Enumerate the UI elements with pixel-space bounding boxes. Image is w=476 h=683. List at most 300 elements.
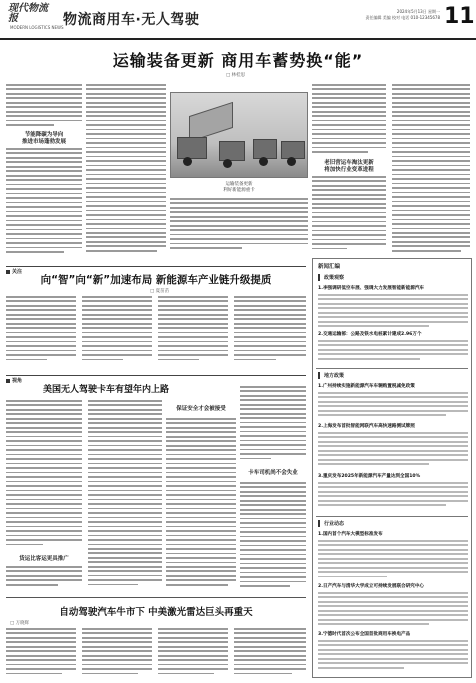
section-title: 物流商用车·无人驾驶 bbox=[63, 12, 200, 28]
text-line bbox=[234, 359, 276, 361]
lead-text-col3 bbox=[170, 198, 308, 256]
text-line bbox=[392, 241, 470, 243]
text-line bbox=[82, 314, 152, 316]
text-line bbox=[88, 422, 162, 424]
text-line bbox=[312, 97, 386, 99]
text-line bbox=[240, 581, 306, 583]
text-line bbox=[6, 220, 82, 222]
text-line bbox=[240, 444, 306, 446]
story2-byline: □ 夏苗苗 bbox=[150, 289, 170, 294]
text-line bbox=[392, 93, 470, 95]
text-line bbox=[6, 481, 82, 483]
text-line bbox=[6, 655, 76, 657]
text-line bbox=[158, 646, 228, 648]
text-line bbox=[88, 409, 162, 411]
text-line bbox=[170, 211, 308, 213]
text-line bbox=[318, 482, 468, 484]
text-line bbox=[88, 512, 162, 514]
text-line bbox=[312, 176, 386, 178]
text-line bbox=[240, 536, 306, 538]
text-line bbox=[392, 174, 470, 176]
text-line bbox=[86, 169, 166, 171]
story4-col3 bbox=[158, 628, 228, 678]
text-line bbox=[86, 228, 166, 230]
text-line bbox=[6, 449, 82, 451]
text-line bbox=[6, 570, 82, 572]
text-line bbox=[318, 344, 468, 346]
text-line bbox=[82, 637, 152, 639]
text-line bbox=[170, 202, 308, 204]
text-line bbox=[82, 345, 152, 347]
story3-col4-b bbox=[240, 482, 306, 592]
lead-byline: □ 林桂思 bbox=[226, 73, 246, 78]
text-line bbox=[6, 512, 82, 514]
text-line bbox=[6, 152, 82, 154]
text-line bbox=[6, 422, 82, 424]
lead-text-col2 bbox=[86, 84, 166, 256]
text-line bbox=[318, 454, 468, 456]
text-line bbox=[392, 111, 470, 113]
text-line bbox=[170, 198, 308, 200]
text-line bbox=[318, 644, 468, 646]
text-line bbox=[392, 214, 470, 216]
text-line bbox=[166, 440, 236, 442]
text-line bbox=[6, 233, 82, 235]
text-line bbox=[6, 336, 76, 338]
text-line bbox=[392, 187, 470, 189]
text-line bbox=[88, 440, 162, 442]
text-line bbox=[88, 561, 162, 563]
text-line bbox=[6, 115, 82, 117]
text-line bbox=[6, 175, 82, 177]
text-line bbox=[318, 614, 468, 616]
text-line bbox=[88, 404, 162, 406]
text-line bbox=[86, 156, 166, 158]
text-line bbox=[166, 490, 236, 492]
text-line bbox=[82, 336, 152, 338]
text-line bbox=[392, 160, 470, 162]
text-line bbox=[86, 160, 166, 162]
text-line bbox=[82, 323, 152, 325]
text-line bbox=[170, 220, 308, 222]
text-line bbox=[318, 325, 429, 327]
text-line bbox=[312, 225, 386, 227]
lead-subhead: 节能降碳为导向 推进市场蓬勃发展 bbox=[21, 132, 66, 145]
text-line bbox=[318, 410, 468, 412]
text-line bbox=[166, 553, 236, 555]
text-line bbox=[6, 641, 76, 643]
text-line bbox=[166, 539, 236, 541]
text-line bbox=[240, 549, 306, 551]
text-line bbox=[240, 390, 306, 392]
text-line bbox=[166, 562, 236, 564]
text-line bbox=[88, 517, 162, 519]
text-line bbox=[312, 133, 386, 135]
text-line bbox=[6, 664, 76, 666]
text-line bbox=[240, 422, 306, 424]
text-line bbox=[158, 632, 228, 634]
text-line bbox=[6, 445, 82, 447]
text-line bbox=[6, 404, 82, 406]
news-item-headline: 3.重庆发布2025年新能源汽车产量达到全国10% bbox=[318, 474, 421, 479]
text-line bbox=[166, 499, 236, 501]
text-line bbox=[82, 318, 152, 320]
text-line bbox=[240, 585, 290, 587]
text-line bbox=[86, 106, 166, 108]
lead-headline: 运输装备更新 商用车蓄势换“能” bbox=[112, 51, 364, 70]
text-line bbox=[166, 530, 236, 532]
text-line bbox=[312, 142, 386, 144]
text-line bbox=[312, 230, 386, 232]
text-line bbox=[88, 499, 162, 501]
text-line bbox=[6, 350, 76, 352]
text-line bbox=[392, 223, 470, 225]
text-line bbox=[234, 327, 306, 329]
text-line bbox=[6, 211, 82, 213]
text-line bbox=[312, 207, 386, 209]
text-line bbox=[312, 138, 386, 140]
text-line bbox=[318, 486, 468, 488]
text-line bbox=[82, 354, 152, 356]
text-line bbox=[240, 417, 306, 419]
text-line bbox=[234, 323, 306, 325]
text-line bbox=[240, 513, 306, 515]
text-line bbox=[166, 535, 236, 537]
text-line bbox=[86, 196, 166, 198]
text-line bbox=[318, 312, 468, 314]
text-line bbox=[82, 668, 152, 670]
text-line bbox=[6, 530, 82, 532]
text-line bbox=[312, 180, 386, 182]
text-line bbox=[318, 463, 429, 465]
text-line bbox=[166, 521, 236, 523]
text-line bbox=[318, 619, 468, 621]
text-line bbox=[234, 332, 306, 334]
text-line bbox=[392, 133, 470, 135]
text-line bbox=[318, 649, 468, 651]
text-line bbox=[312, 189, 386, 191]
text-line bbox=[312, 102, 386, 104]
text-line bbox=[6, 400, 82, 402]
text-line bbox=[158, 305, 228, 307]
text-line bbox=[86, 124, 166, 126]
text-line bbox=[312, 234, 386, 236]
text-line bbox=[6, 575, 82, 577]
news-item-text bbox=[318, 592, 468, 630]
news-item-headline: 1.广州持续实施新能源汽车车辆购置税减免政策 bbox=[318, 384, 415, 389]
text-line bbox=[6, 327, 76, 329]
text-line bbox=[392, 120, 470, 122]
text-line bbox=[240, 576, 306, 578]
text-line bbox=[86, 115, 166, 117]
text-line bbox=[166, 512, 236, 514]
text-line bbox=[6, 97, 82, 99]
text-line bbox=[6, 345, 76, 347]
text-line bbox=[170, 207, 308, 209]
text-line bbox=[6, 318, 76, 320]
text-line bbox=[6, 106, 82, 108]
text-line bbox=[6, 242, 82, 244]
text-line bbox=[86, 138, 166, 140]
news-item-text bbox=[318, 392, 468, 422]
text-line bbox=[82, 300, 152, 302]
text-line bbox=[88, 566, 162, 568]
text-line bbox=[240, 558, 306, 560]
text-line bbox=[318, 500, 468, 502]
text-line bbox=[88, 579, 162, 581]
text-line bbox=[6, 332, 76, 334]
text-line bbox=[88, 445, 162, 447]
text-line bbox=[240, 522, 306, 524]
text-line bbox=[318, 405, 468, 407]
text-line bbox=[318, 349, 468, 351]
text-line bbox=[312, 88, 386, 90]
lead-text-col1-a bbox=[6, 84, 82, 130]
text-line bbox=[318, 667, 404, 669]
text-line bbox=[234, 336, 306, 338]
text-line bbox=[6, 179, 82, 181]
text-line bbox=[166, 570, 236, 572]
text-line bbox=[166, 476, 236, 478]
text-line bbox=[240, 486, 306, 488]
text-line bbox=[6, 463, 82, 465]
text-line bbox=[392, 178, 470, 180]
text-line bbox=[6, 539, 82, 541]
text-line bbox=[82, 332, 152, 334]
text-line bbox=[240, 545, 306, 547]
text-line bbox=[240, 453, 306, 455]
text-line bbox=[312, 111, 386, 113]
text-line bbox=[88, 570, 162, 572]
text-line bbox=[6, 431, 82, 433]
text-line bbox=[240, 404, 306, 406]
news-divider bbox=[316, 368, 468, 369]
text-line bbox=[318, 544, 468, 546]
text-line bbox=[240, 449, 306, 451]
newspaper-logo-subtitle: MODERN LOGISTICS NEWS bbox=[10, 25, 64, 30]
news-item-text bbox=[318, 294, 468, 330]
issue-date: 2024年5月13日 星期一 bbox=[396, 9, 440, 14]
text-line bbox=[6, 526, 82, 528]
text-line bbox=[392, 147, 470, 149]
truck-photo bbox=[170, 92, 308, 178]
text-line bbox=[86, 133, 166, 135]
news-divider bbox=[316, 516, 468, 517]
text-line bbox=[88, 427, 162, 429]
text-line bbox=[392, 129, 470, 131]
text-line bbox=[240, 527, 306, 529]
text-line bbox=[170, 247, 242, 249]
text-line bbox=[6, 193, 82, 195]
text-line bbox=[82, 650, 152, 652]
text-line bbox=[86, 102, 166, 104]
text-line bbox=[234, 305, 306, 307]
story2-section-bar bbox=[6, 258, 306, 275]
text-line bbox=[234, 341, 306, 343]
text-line bbox=[166, 463, 236, 465]
text-line bbox=[318, 640, 468, 642]
text-line bbox=[158, 300, 228, 302]
text-line bbox=[86, 205, 166, 207]
text-line bbox=[166, 485, 236, 487]
text-line bbox=[88, 526, 162, 528]
text-line bbox=[240, 413, 306, 415]
text-line bbox=[82, 659, 152, 661]
text-line bbox=[166, 508, 236, 510]
text-line bbox=[234, 637, 306, 639]
text-line bbox=[318, 445, 468, 447]
text-line bbox=[86, 201, 166, 203]
story3-sub3: 货运比客运更具推广 bbox=[19, 556, 69, 562]
text-line bbox=[392, 88, 470, 90]
text-line bbox=[234, 309, 306, 311]
text-line bbox=[318, 491, 468, 493]
text-line bbox=[86, 241, 166, 243]
text-line bbox=[88, 503, 162, 505]
text-line bbox=[318, 303, 468, 305]
text-line bbox=[6, 650, 76, 652]
text-line bbox=[88, 535, 162, 537]
story3-sub2: 卡车司机尚不会失业 bbox=[248, 470, 298, 476]
story3-sub1: 保证安全才会被接受 bbox=[176, 406, 226, 412]
text-line bbox=[392, 97, 470, 99]
text-line bbox=[6, 646, 76, 648]
text-line bbox=[158, 350, 228, 352]
text-line bbox=[240, 458, 271, 460]
text-line bbox=[86, 111, 166, 113]
text-line bbox=[318, 358, 420, 360]
story3-section-bar bbox=[6, 367, 306, 384]
text-line bbox=[158, 318, 228, 320]
text-line bbox=[88, 400, 162, 402]
text-line bbox=[88, 490, 162, 492]
text-line bbox=[6, 632, 76, 634]
text-line bbox=[86, 219, 166, 221]
issue-editors: 责任编辑 美编 校对 电话 010-12345678 bbox=[365, 15, 440, 20]
text-line bbox=[6, 673, 62, 675]
text-line bbox=[166, 436, 236, 438]
text-line bbox=[6, 88, 82, 90]
text-line bbox=[82, 673, 138, 675]
text-line bbox=[318, 401, 468, 403]
text-line bbox=[6, 418, 82, 420]
text-line bbox=[170, 238, 308, 240]
text-line bbox=[240, 563, 306, 565]
text-line bbox=[158, 341, 228, 343]
text-line bbox=[166, 449, 236, 451]
text-line bbox=[392, 219, 470, 221]
lead-right-subhead: 老旧营运车淘汰更新 将加快行业变革进程 bbox=[324, 160, 374, 173]
story4-col4 bbox=[234, 628, 306, 678]
story3-col2 bbox=[88, 400, 162, 592]
text-line bbox=[88, 472, 162, 474]
news-item-text bbox=[318, 432, 468, 472]
text-line bbox=[86, 174, 166, 176]
text-line bbox=[392, 236, 470, 238]
text-line bbox=[88, 584, 138, 586]
text-line bbox=[86, 187, 166, 189]
text-line bbox=[6, 341, 76, 343]
text-line bbox=[6, 188, 82, 190]
text-line bbox=[6, 521, 82, 523]
text-line bbox=[6, 170, 82, 172]
lead-text-col4-a bbox=[312, 84, 386, 156]
text-line bbox=[6, 440, 82, 442]
text-line bbox=[86, 232, 166, 234]
text-line bbox=[318, 662, 468, 664]
text-line bbox=[318, 592, 468, 594]
text-line bbox=[82, 628, 152, 630]
text-line bbox=[82, 296, 152, 298]
text-line bbox=[6, 166, 82, 168]
text-line bbox=[86, 214, 166, 216]
lead-text-col1-b bbox=[6, 148, 82, 256]
text-line bbox=[86, 97, 166, 99]
text-line bbox=[82, 646, 152, 648]
text-line bbox=[86, 236, 166, 238]
text-line bbox=[318, 396, 468, 398]
text-line bbox=[166, 418, 236, 420]
story3-col3 bbox=[166, 418, 236, 592]
news-item-text bbox=[318, 340, 468, 366]
text-line bbox=[318, 316, 468, 318]
text-line bbox=[392, 210, 470, 212]
text-line bbox=[240, 386, 306, 388]
text-line bbox=[6, 659, 76, 661]
text-line bbox=[86, 250, 157, 252]
text-line bbox=[6, 472, 82, 474]
text-line bbox=[166, 517, 236, 519]
text-line bbox=[234, 350, 306, 352]
text-line bbox=[6, 93, 82, 95]
text-line bbox=[6, 197, 82, 199]
text-line bbox=[6, 485, 82, 487]
text-line bbox=[392, 232, 470, 234]
text-line bbox=[392, 102, 470, 104]
text-line bbox=[6, 206, 82, 208]
text-line bbox=[312, 84, 386, 86]
text-line bbox=[88, 463, 162, 465]
text-line bbox=[88, 476, 162, 478]
text-line bbox=[392, 201, 470, 203]
text-line bbox=[6, 184, 82, 186]
text-line bbox=[234, 354, 306, 356]
text-line bbox=[82, 305, 152, 307]
text-line bbox=[240, 435, 306, 437]
story4-byline: □ 万晓辉 bbox=[10, 621, 30, 626]
text-line bbox=[158, 323, 228, 325]
text-line bbox=[82, 632, 152, 634]
text-line bbox=[166, 584, 228, 586]
text-line bbox=[158, 345, 228, 347]
text-line bbox=[82, 641, 152, 643]
text-line bbox=[318, 432, 468, 434]
text-line bbox=[166, 503, 236, 505]
text-line bbox=[166, 575, 236, 577]
news-item-text bbox=[318, 540, 468, 582]
text-line bbox=[6, 84, 82, 86]
text-line bbox=[234, 628, 306, 630]
text-line bbox=[234, 300, 306, 302]
text-line bbox=[6, 314, 76, 316]
issue-info bbox=[330, 9, 440, 21]
text-line bbox=[6, 544, 43, 546]
text-line bbox=[318, 340, 468, 342]
text-line bbox=[82, 350, 152, 352]
text-line bbox=[240, 495, 306, 497]
news-digest-title: 新闻汇编 bbox=[318, 264, 341, 270]
text-line bbox=[88, 521, 162, 523]
